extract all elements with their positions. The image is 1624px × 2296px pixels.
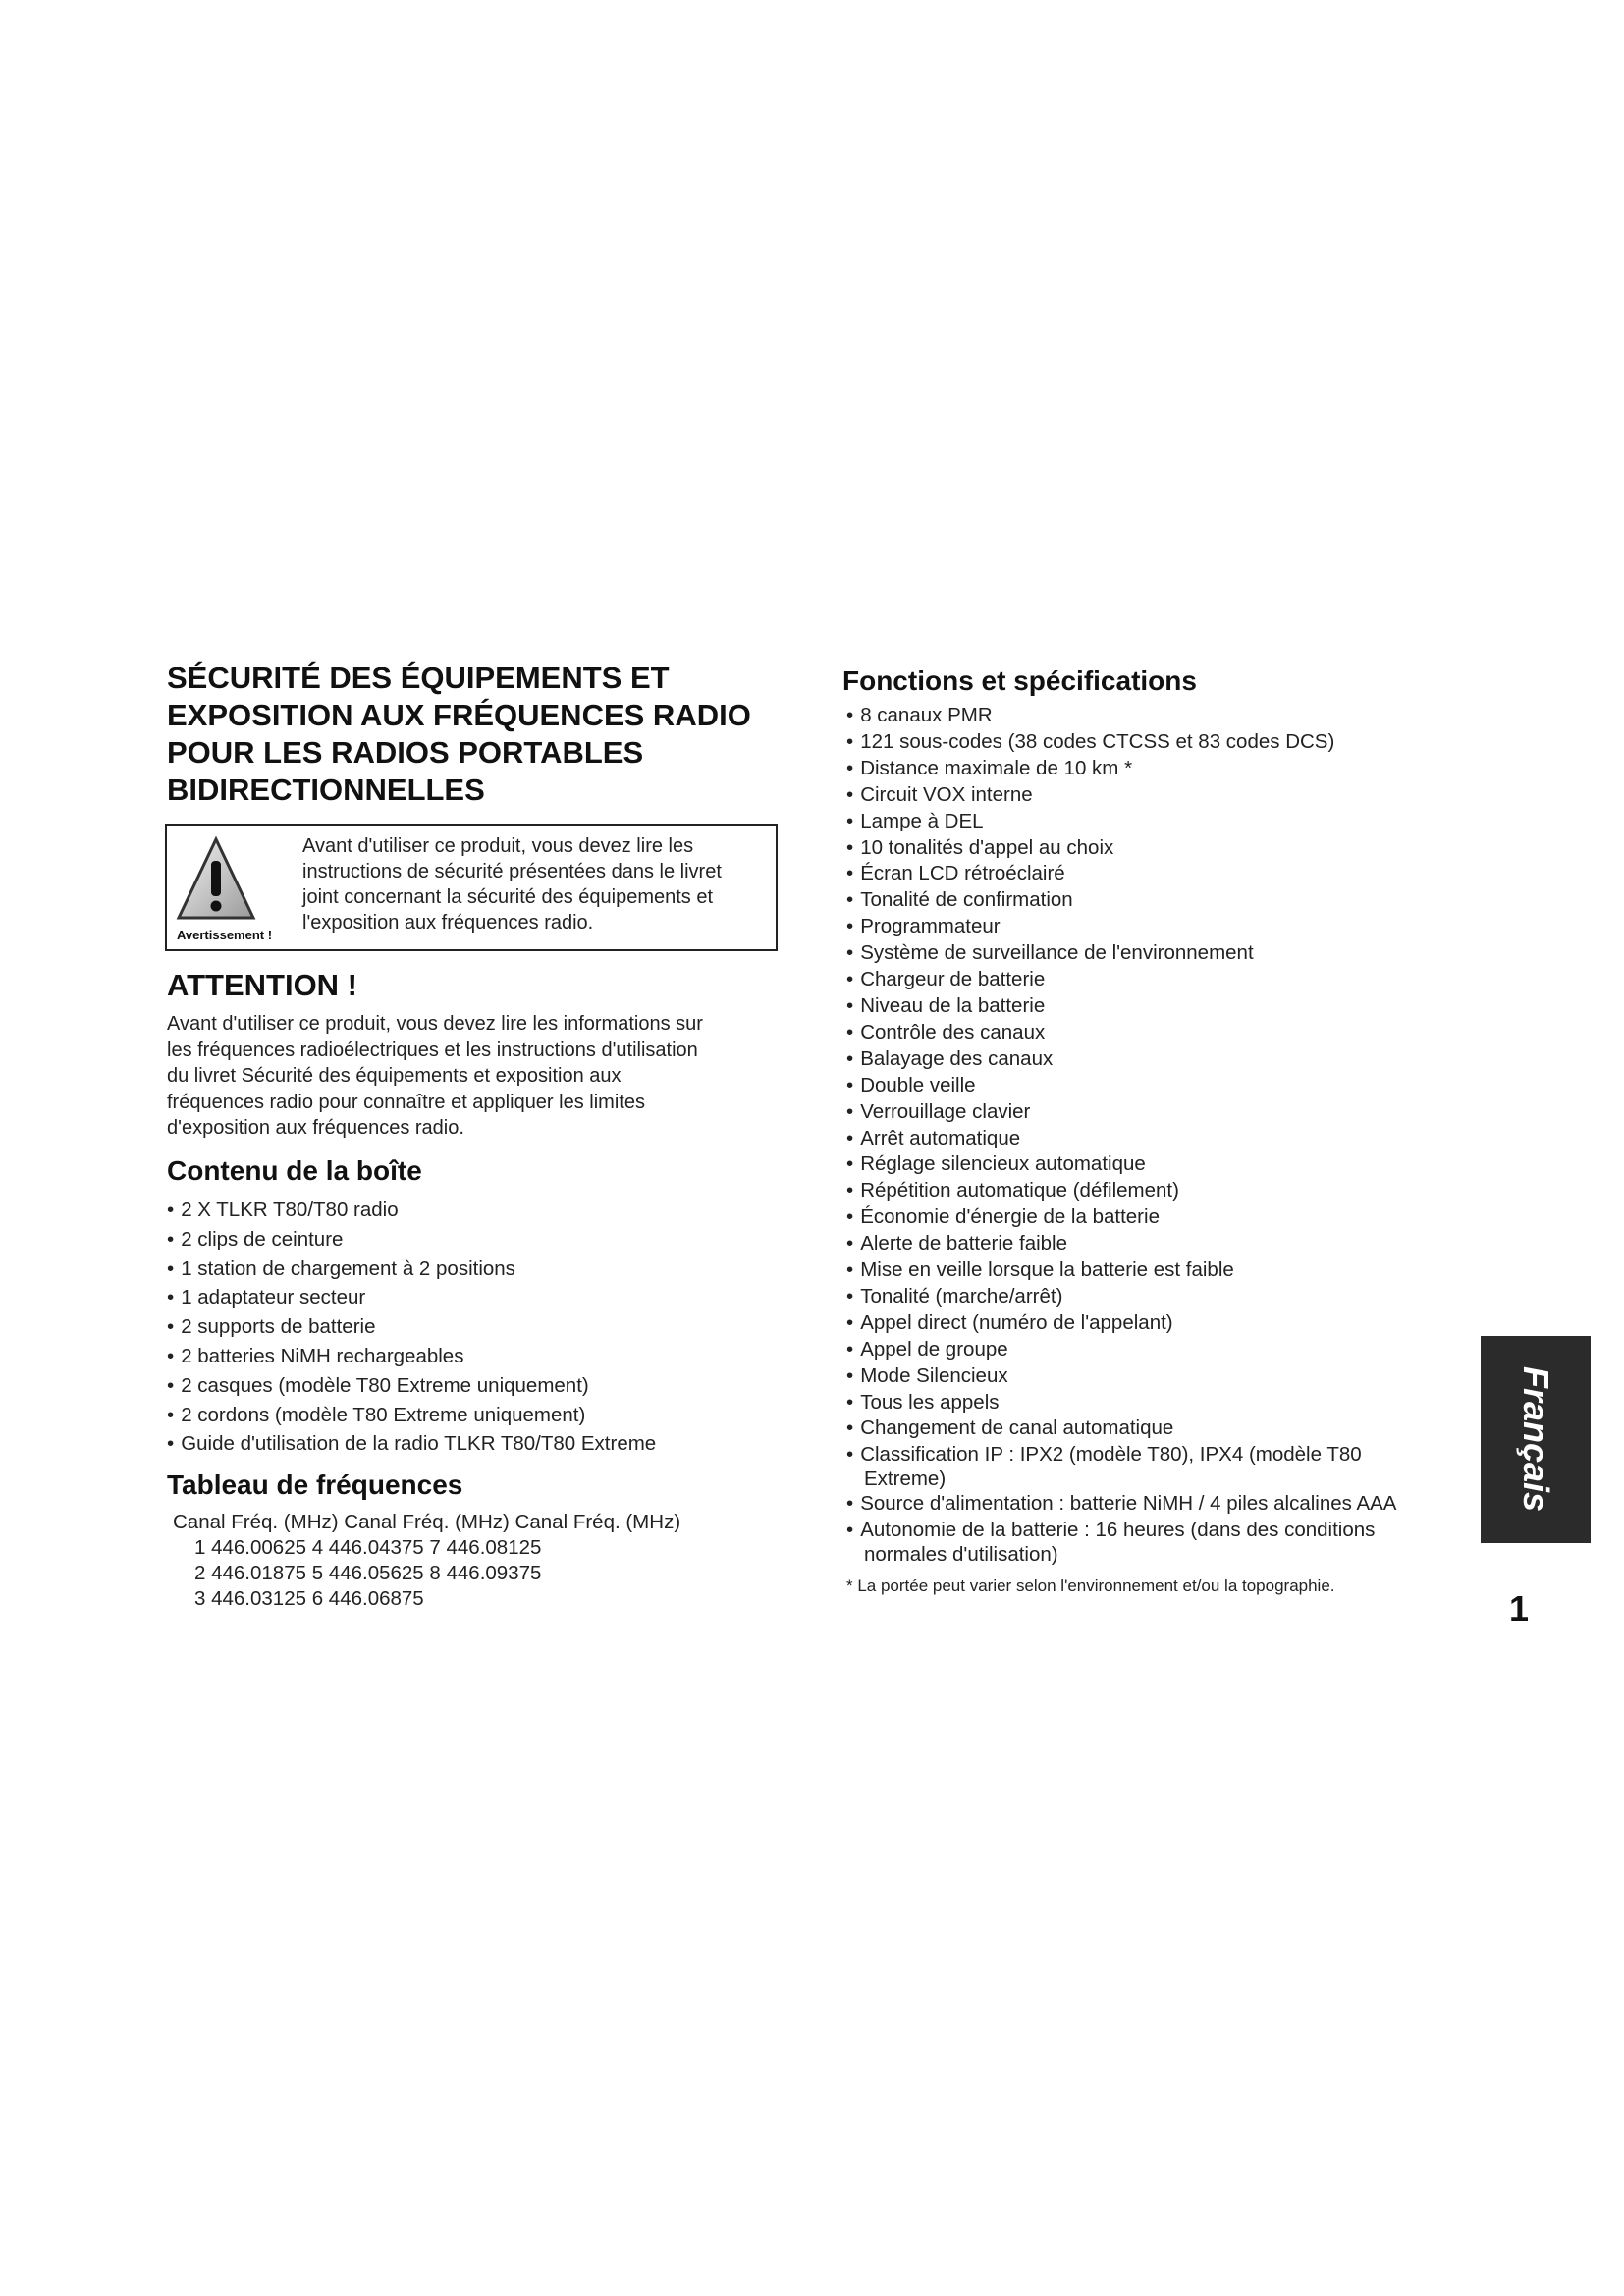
list-item: • 2 casques (modèle T80 Extreme uniquement) xyxy=(167,1371,795,1401)
list-item: • Appel de groupe xyxy=(846,1337,1475,1363)
list-item: • Arrêt automatique xyxy=(846,1126,1475,1152)
attention-heading: ATTENTION ! xyxy=(167,968,358,1002)
list-item: • Tous les appels xyxy=(846,1390,1475,1416)
list-item: • 2 clips de ceinture xyxy=(167,1225,795,1255)
list-item: • 2 X TLKR T80/T80 radio xyxy=(167,1196,795,1225)
frequency-table-heading: Tableau de fréquences xyxy=(167,1469,463,1500)
list-item: • 8 canaux PMR xyxy=(846,703,1475,729)
list-item: • Système de surveillance de l'environnement xyxy=(846,940,1475,967)
list-item: • Réglage silencieux automatique xyxy=(846,1151,1475,1178)
title-line: SÉCURITÉ DES ÉQUIPEMENTS ET xyxy=(167,661,670,695)
list-item: • 1 station de chargement à 2 positions xyxy=(167,1255,795,1284)
list-item: • Chargeur de batterie xyxy=(846,967,1475,993)
list-item: • 121 sous-codes (38 codes CTCSS et 83 codes DCS) xyxy=(846,729,1475,756)
list-item: • Changement de canal automatique xyxy=(846,1415,1475,1442)
page-title xyxy=(167,660,795,809)
features-list xyxy=(846,703,1475,1567)
features-heading: Fonctions et spécifications xyxy=(842,666,1197,696)
list-item: • Balayage des canaux xyxy=(846,1046,1475,1073)
list-item: • Circuit VOX interne xyxy=(846,782,1475,809)
list-item: • Classification IP : IPX2 (modèle T80), IPX4 (modèle T80 Extreme) xyxy=(846,1442,1375,1491)
language-tab xyxy=(1481,1336,1591,1543)
list-item: • Écran LCD rétroéclairé xyxy=(846,861,1475,887)
list-item: • Appel direct (numéro de l'appelant) xyxy=(846,1310,1475,1337)
range-footnote: * La portée peut varier selon l'environnement et/ou la topographie. xyxy=(846,1576,1335,1595)
contents-heading: Contenu de la boîte xyxy=(167,1155,422,1186)
list-item: • Programmateur xyxy=(846,914,1475,940)
page-number: 1 xyxy=(1509,1588,1530,1629)
list-item: • Alerte de batterie faible xyxy=(846,1231,1475,1257)
list-item: • Lampe à DEL xyxy=(846,809,1475,835)
list-item: • Contrôle des canaux xyxy=(846,1020,1475,1046)
list-item: • 2 batteries NiMH rechargeables xyxy=(167,1342,795,1371)
contents-list xyxy=(167,1196,795,1459)
attention-paragraph: Avant d'utiliser ce produit, vous devez lire les informations sur les fréquences radioélectriques et les instructions d'utilisation du livret Sécurité des équipements et exposition aux fréquences radio pour connaître et appliquer les limites d'exposition aux fréquences radio. xyxy=(167,1013,703,1139)
list-item: • Tonalité (marche/arrêt) xyxy=(846,1284,1475,1310)
list-item: • Mode Silencieux xyxy=(846,1363,1475,1390)
title-line: EXPOSITION AUX FRÉQUENCES RADIO xyxy=(167,698,751,732)
list-item: • 10 tonalités d'appel au choix xyxy=(846,835,1475,862)
language-label: Français xyxy=(1516,1365,1556,1513)
warning-text: Avant d'utiliser ce produit, vous devez lire les instructions de sécurité présentées dans le livret joint concernant la sécurité des équipements et l'exposition aux fréquences radio. xyxy=(302,835,722,934)
list-item: • Répétition automatique (défilement) xyxy=(846,1178,1475,1204)
list-item: • Source d'alimentation : batterie NiMH / 4 piles alcalines AAA xyxy=(846,1491,1475,1518)
frequency-row: 2 446.01875 5 446.05625 8 446.09375 xyxy=(194,1562,542,1584)
frequency-row: 3 446.03125 6 446.06875 xyxy=(194,1587,424,1610)
list-item: • Mise en veille lorsque la batterie est faible xyxy=(846,1257,1475,1284)
list-item: • Verrouillage clavier xyxy=(846,1099,1475,1126)
list-item: • Distance maximale de 10 km * xyxy=(846,756,1475,782)
list-item: • Guide d'utilisation de la radio TLKR T80/T80 Extreme xyxy=(167,1429,795,1459)
frequency-table xyxy=(173,1510,680,1612)
title-line: POUR LES RADIOS PORTABLES xyxy=(167,735,644,770)
title-line: BIDIRECTIONNELLES xyxy=(167,773,485,807)
warning-box xyxy=(165,824,778,951)
list-item: • 2 cordons (modèle T80 Extreme uniquement) xyxy=(167,1401,795,1430)
list-item: • Autonomie de la batterie : 16 heures (dans des conditions normales d'utilisation) xyxy=(846,1518,1453,1567)
list-item: • Double veille xyxy=(846,1073,1475,1099)
frequency-row: 1 446.00625 4 446.04375 7 446.08125 xyxy=(194,1536,542,1559)
frequency-table-header: Canal Fréq. (MHz) Canal Fréq. (MHz) Canal Fréq. (MHz) xyxy=(173,1511,681,1533)
list-item: • 1 adaptateur secteur xyxy=(167,1283,795,1312)
list-item: • Tonalité de confirmation xyxy=(846,887,1475,914)
warning-caption: Avertissement ! xyxy=(177,928,273,942)
list-item: • Niveau de la batterie xyxy=(846,993,1475,1020)
list-item: • Économie d'énergie de la batterie xyxy=(846,1204,1475,1231)
list-item: • 2 supports de batterie xyxy=(167,1312,795,1342)
